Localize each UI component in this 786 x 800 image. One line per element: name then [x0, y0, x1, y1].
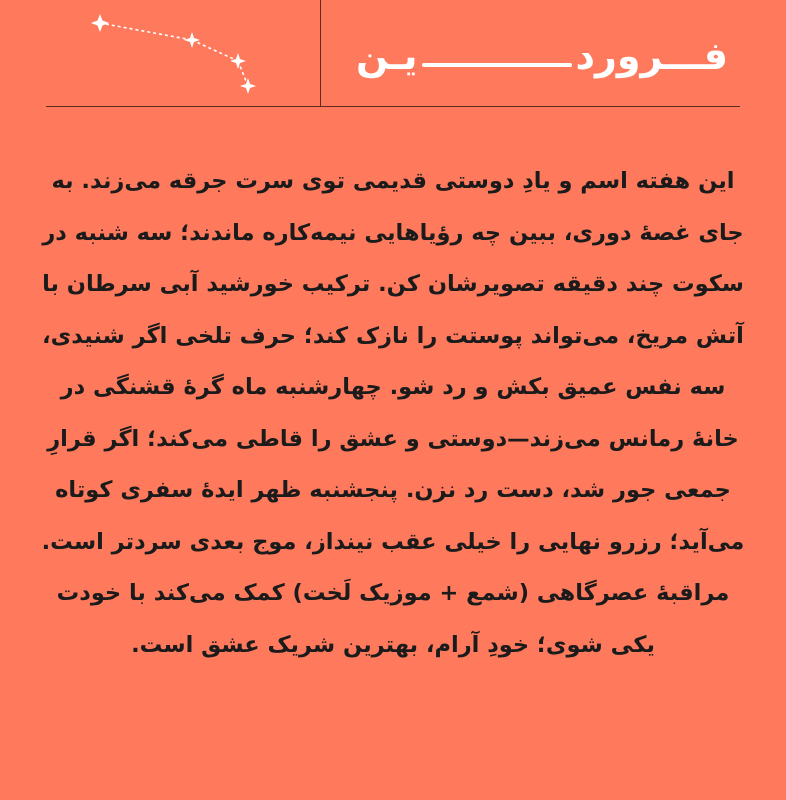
sign-title: [356, 26, 728, 86]
sign-title-start: فـــر: [640, 34, 728, 78]
horoscope-paragraph: این هفته اسم و یادِ دوستی قدیمی توی سرت جرقه می‌زند. به جای غصهٔ دوری، ببین چه رؤیاهایی نیمه‌کاره ماندند؛ سه شنبه در سکوت چند دقیقه تصویرشان کن. ترکیب خورشید آبی سرطان با آتش مریخ، می‌تواند پوستت را نازک کند؛ حرف تلخی اگر شنیدی، سه نفس عمیق بکش و رد شو. چهارشنبه ماه گرهٔ قشنگی در خانهٔ رمانس می‌زند—دوستی و عشق را قاطی می‌کند؛ اگر قرارِ جمعی جور شد، دست رد نزن. پنجشنبه ظهر ایدهٔ سفری کوتاه می‌آید؛ رزرو نهایی را خیلی عقب نینداز، موج بعدی سردتر است. مراقبهٔ عصرگاهی (شمع + موزیک لَخت) کمک می‌کند با خودت یکی شوی؛ خودِ آرام، بهترین شریک عشق است.: [41, 168, 745, 658]
horizontal-divider: [46, 106, 740, 107]
sign-title-middle: ورد: [575, 34, 641, 78]
sign-title-end: یـن: [356, 34, 418, 78]
header: [0, 0, 786, 108]
vertical-divider: [320, 0, 321, 106]
title-kashida-line: [422, 63, 572, 67]
aries-constellation-icon: [80, 8, 270, 100]
